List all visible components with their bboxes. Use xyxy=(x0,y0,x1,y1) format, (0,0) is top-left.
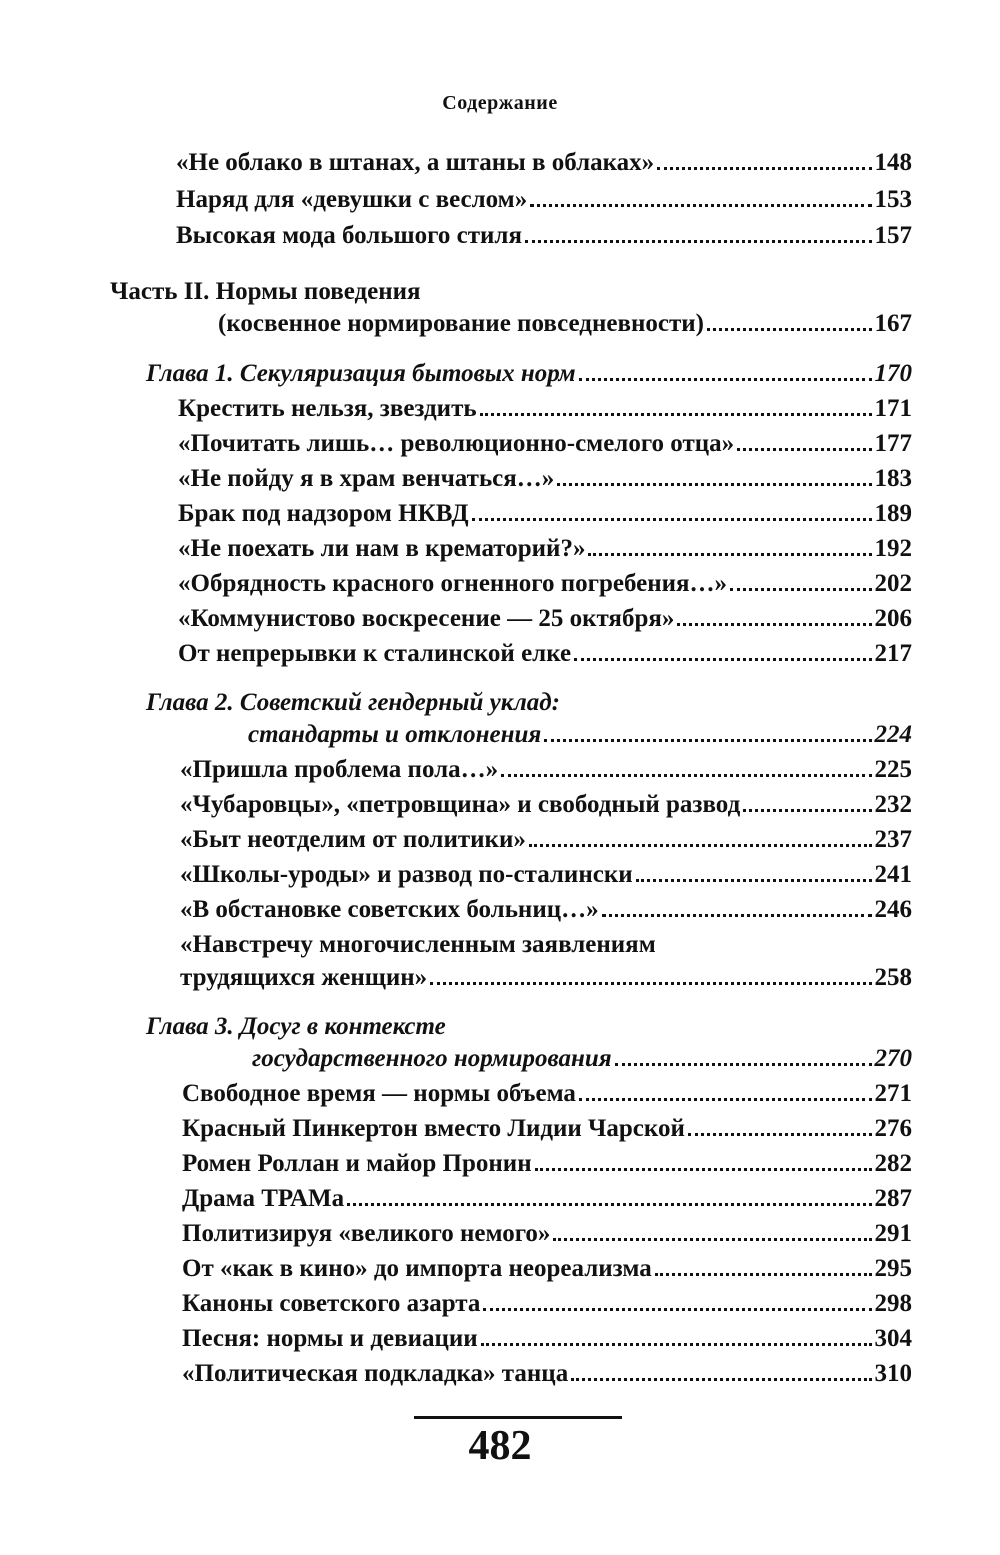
chapter-heading xyxy=(248,718,912,752)
toc-entry-page: 157 xyxy=(874,222,912,249)
toc-entry-page: 304 xyxy=(874,1325,912,1352)
toc-entry-title: «Не облако в штанах, а штаны в облаках» xyxy=(176,149,655,176)
dot-leader xyxy=(529,844,872,847)
toc-entry-page: 183 xyxy=(874,465,912,492)
toc-entry-title: «Пришла проблема пола…» xyxy=(180,756,499,783)
dot-leader xyxy=(615,1063,872,1066)
dot-leader xyxy=(677,623,871,626)
dot-leader xyxy=(743,809,871,812)
running-head: Содержание xyxy=(442,92,558,114)
dot-leader xyxy=(571,1378,871,1381)
toc-entry-page: 287 xyxy=(874,1185,912,1212)
toc-entry-title: Наряд для «девушки с веслом» xyxy=(176,186,528,213)
dot-leader xyxy=(553,1238,871,1241)
chapter-heading-line1: Глава 3. Досуг в контексте xyxy=(146,1013,446,1040)
dot-leader xyxy=(472,518,872,521)
toc-entry-page: 224 xyxy=(874,721,912,748)
toc-entry xyxy=(180,961,912,995)
dot-leader xyxy=(730,588,871,591)
toc-entry-page: 282 xyxy=(874,1150,912,1177)
dot-leader xyxy=(657,167,871,170)
toc-entry-page: 177 xyxy=(874,430,912,457)
toc-entry xyxy=(178,392,912,426)
toc-entry-title: Ромен Роллан и майор Пронин xyxy=(182,1150,532,1177)
toc-entry xyxy=(180,858,912,892)
toc-entry-page: 276 xyxy=(874,1115,912,1142)
toc-entry-title: Брак под надзором НКВД xyxy=(178,500,469,527)
dot-leader xyxy=(574,658,871,661)
dot-leader xyxy=(579,378,872,381)
toc-entry-title: «Школы-уроды» и развод по-сталински xyxy=(180,861,633,888)
chapter-heading xyxy=(252,1042,912,1076)
toc-entry xyxy=(178,637,912,671)
dot-leader xyxy=(688,1133,872,1136)
toc-entry xyxy=(180,893,912,927)
dot-leader xyxy=(347,1203,871,1206)
dot-leader xyxy=(525,240,872,243)
dot-leader xyxy=(430,982,871,985)
toc-entry-line1: «Навстречу многочисленным заявлениям xyxy=(180,931,656,958)
toc-entry-title: Драма ТРАМа xyxy=(182,1185,345,1212)
toc-entry xyxy=(180,788,912,822)
chapter-heading xyxy=(146,357,912,391)
toc-entry-page: 237 xyxy=(874,826,912,853)
toc-entry-title: «Коммунистово воскресение — 25 октября» xyxy=(178,605,675,632)
folio-rule xyxy=(414,1416,622,1419)
toc-entry-title: Свободное время — нормы объема xyxy=(182,1080,576,1107)
toc-entry xyxy=(182,1112,912,1146)
dot-leader xyxy=(707,328,872,331)
dot-leader xyxy=(636,879,872,882)
toc-entry-title: Красный Пинкертон вместо Лидии Чарской xyxy=(182,1115,685,1142)
toc-entry-title: «Быт неотделим от политики» xyxy=(180,826,526,853)
toc-entry-page: 202 xyxy=(874,570,912,597)
toc-entry xyxy=(178,497,912,531)
chapter-title: государственного нормирования xyxy=(252,1045,612,1072)
toc-entry-page: 170 xyxy=(874,360,912,387)
toc-entry-title: «Почитать лишь… революционно-смелого отца» xyxy=(178,430,735,457)
toc-entry xyxy=(178,427,912,461)
toc-entry-title: «Не пойду я в храм венчаться…» xyxy=(178,465,555,492)
toc-entry-page: 271 xyxy=(874,1080,912,1107)
toc-entry-page: 310 xyxy=(874,1360,912,1387)
part-heading xyxy=(218,307,912,341)
toc-entry-title: «Обрядность красного огненного погребения…» xyxy=(178,570,728,597)
toc-entry xyxy=(176,183,912,217)
toc-entry xyxy=(178,567,912,601)
toc-entry-title: трудящихся женщин» xyxy=(180,964,428,991)
dot-leader xyxy=(481,1343,872,1346)
chapter-title: стандарты и отклонения xyxy=(248,721,542,748)
toc-entry-title: Каноны советского азарта xyxy=(182,1290,481,1317)
toc-entry-title: От непрерывки к сталинской елке xyxy=(178,640,572,667)
toc-entry-title: «Не поехать ли нам в крематорий?» xyxy=(178,535,586,562)
toc-entry-title: «Политическая подкладка» танца xyxy=(182,1360,569,1387)
toc-entry xyxy=(182,1322,912,1356)
toc-entry-page: 153 xyxy=(874,186,912,213)
toc-entry xyxy=(176,146,912,180)
toc-entry xyxy=(178,532,912,566)
toc-entry-title: От «как в кино» до импорта неореализма xyxy=(182,1255,652,1282)
dot-leader xyxy=(588,553,871,556)
toc-entry-page: 291 xyxy=(874,1220,912,1247)
dot-leader xyxy=(480,413,872,416)
toc-entry xyxy=(182,1287,912,1321)
toc-entry-page: 217 xyxy=(874,640,912,667)
dot-leader xyxy=(483,1308,871,1311)
toc-entry-title: Политизируя «великого немого» xyxy=(182,1220,551,1247)
dot-leader xyxy=(530,204,871,207)
dot-leader xyxy=(602,914,872,917)
toc-entry-page: 192 xyxy=(874,535,912,562)
toc-entry xyxy=(182,1182,912,1216)
chapter-title: Глава 1. Секуляризация бытовых норм xyxy=(146,360,576,387)
toc-entry-page: 241 xyxy=(874,861,912,888)
toc-entry-title: Крестить нельзя, звездить xyxy=(178,395,477,422)
dot-leader xyxy=(655,1273,872,1276)
dot-leader xyxy=(535,1168,872,1171)
toc-entry-title: «В обстановке советских больниц…» xyxy=(180,896,599,923)
toc-entry-page: 148 xyxy=(874,149,912,176)
toc-entry xyxy=(182,1147,912,1181)
toc-entry-title: Высокая мода большого стиля xyxy=(176,222,522,249)
page-number: 482 xyxy=(468,1423,532,1469)
toc-entry xyxy=(182,1217,912,1251)
toc-entry xyxy=(182,1252,912,1286)
toc-entry-page: 295 xyxy=(874,1255,912,1282)
toc-entry xyxy=(178,602,912,636)
toc-entry-page: 189 xyxy=(874,500,912,527)
toc-entry xyxy=(180,753,912,787)
chapter-heading-line1: Глава 2. Советский гендерный уклад: xyxy=(146,689,561,716)
toc-entry-page: 298 xyxy=(874,1290,912,1317)
toc-entry-page: 258 xyxy=(874,964,912,991)
dot-leader xyxy=(557,483,871,486)
toc-entry-page: 206 xyxy=(874,605,912,632)
toc-entry-page: 232 xyxy=(874,791,912,818)
toc-entry xyxy=(182,1077,912,1111)
part-heading-line2: (косвенное нормирование повседневности) xyxy=(218,310,704,337)
toc-entry xyxy=(182,1357,912,1391)
toc-entry xyxy=(176,219,912,253)
toc-entry xyxy=(178,462,912,496)
toc-entry-page: 225 xyxy=(874,756,912,783)
toc-entry-page: 246 xyxy=(874,896,912,923)
toc-entry-title: «Чубаровцы», «петровщина» и свободный развод xyxy=(180,791,741,818)
toc-entry-page: 171 xyxy=(874,395,912,422)
dot-leader xyxy=(544,739,871,742)
toc-entry-page: 167 xyxy=(874,310,912,337)
toc-entry-page: 270 xyxy=(874,1045,912,1072)
toc-entry xyxy=(180,823,912,857)
dot-leader xyxy=(501,774,871,777)
part-heading-line1: Часть II. Нормы поведения xyxy=(110,278,421,305)
dot-leader xyxy=(737,448,871,451)
toc-entry-title: Песня: нормы и девиации xyxy=(182,1325,478,1352)
dot-leader xyxy=(579,1098,872,1101)
